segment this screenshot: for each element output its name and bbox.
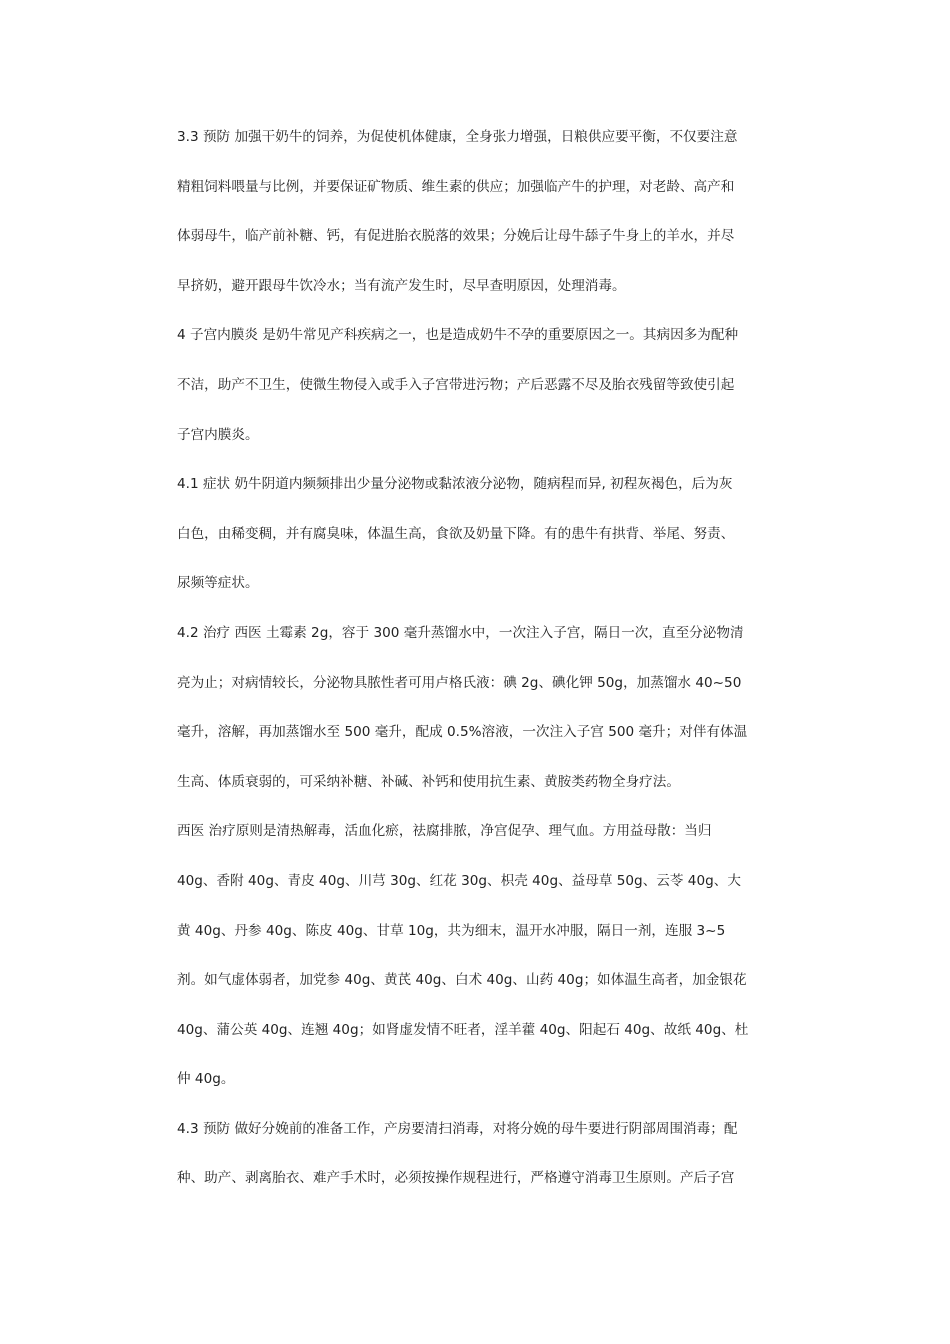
text-line: 仲 40g。 (177, 1071, 235, 1088)
text-line: 4.2 治疗 西医 土霉素 2g，容于 300 毫升蒸馏水中，一次注入子宫，隔日一次，直至分泌物清 (177, 624, 744, 641)
text-line: 生高、体质衰弱的，可采纳补糖、补碱、补钙和使用抗生素、黄胺类药物全身疗法。 (177, 773, 680, 790)
text-line: 早挤奶，避开跟母牛饮冷水；当有流产发生时，尽早查明原因，处理消毒。 (177, 277, 626, 294)
text-line: 白色，由稀变稠，并有腐臭味，体温生高，食欲及奶量下降。有的患牛有拱背、举尾、努责、 (177, 525, 735, 542)
text-line: 4.3 预防 做好分娩前的准备工作，产房要清扫消毒，对将分娩的母牛要进行阴部周围消毒；配 (177, 1120, 738, 1137)
text-line: 剂。如气虚体弱者，加党参 40g、黄芪 40g、白术 40g、山药 40g；如体温生高者，加金银花 (177, 972, 747, 989)
text-line: 西医 治疗原则是清热解毒，活血化瘀，祛腐排脓，净宫促孕、理气血。方用益母散：当归 (177, 823, 712, 840)
text-line: 40g、蒲公英 40g、连翘 40g；如肾虚发情不旺者，淫羊藿 40g、阳起石 40g、故纸 40g、杜 (177, 1021, 749, 1038)
text-line: 种、助产、剥离胎衣、难产手术时，必须按操作规程进行，严格遵守消毒卫生原则。产后子宫 (177, 1170, 735, 1187)
text-line: 4.1 症状 奶牛阴道内频频排出少量分泌物或黏浓液分泌物，随病程而异, 初程灰褐色，后为灰 (177, 476, 733, 493)
text-line: 黄 40g、丹参 40g、陈皮 40g、甘草 10g，共为细末，温开水冲服，隔日一剂，连服 3~5 (177, 922, 726, 939)
text-line: 毫升，溶解，再加蒸馏水至 500 毫升，配成 0.5%溶液，一次注入子宫 500 毫升；对伴有体温 (177, 724, 748, 741)
text-line: 不洁，助产不卫生，使微生物侵入或手入子宫带进污物；产后恶露不尽及胎衣残留等致使引起 (177, 376, 735, 393)
text-line: 3.3 预防 加强干奶牛的饲养，为促使机体健康，全身张力增强，日粮供应要平衡，不仅要注意 (177, 129, 738, 145)
text-line: 40g、香附 40g、青皮 40g、川芎 30g、红花 30g、枳壳 40g、益母草 50g、云苓 40g、大 (177, 872, 741, 889)
document-body (177, 122, 775, 1213)
text-line: 尿频等症状。 (177, 575, 259, 592)
text-line: 4 子宫内膜炎 是奶牛常见产科疾病之一，也是造成奶牛不孕的重要原因之一。其病因多为配种 (177, 327, 739, 344)
text-line: 子宫内膜炎。 (177, 426, 259, 443)
text-line: 体弱母牛，临产前补糖、钙，有促进胎衣脱落的效果；分娩后让母牛舔子牛身上的羊水，并尽 (177, 228, 735, 245)
text-line: 精粗饲料喂量与比例，并要保证矿物质、维生素的供应；加强临产牛的护理，对老龄、高产和 (177, 178, 735, 195)
text-line: 亮为止；对病情较长，分泌物具脓性者可用卢格氏液：碘 2g、碘化钾 50g，加蒸馏水 40~50 (177, 674, 742, 691)
